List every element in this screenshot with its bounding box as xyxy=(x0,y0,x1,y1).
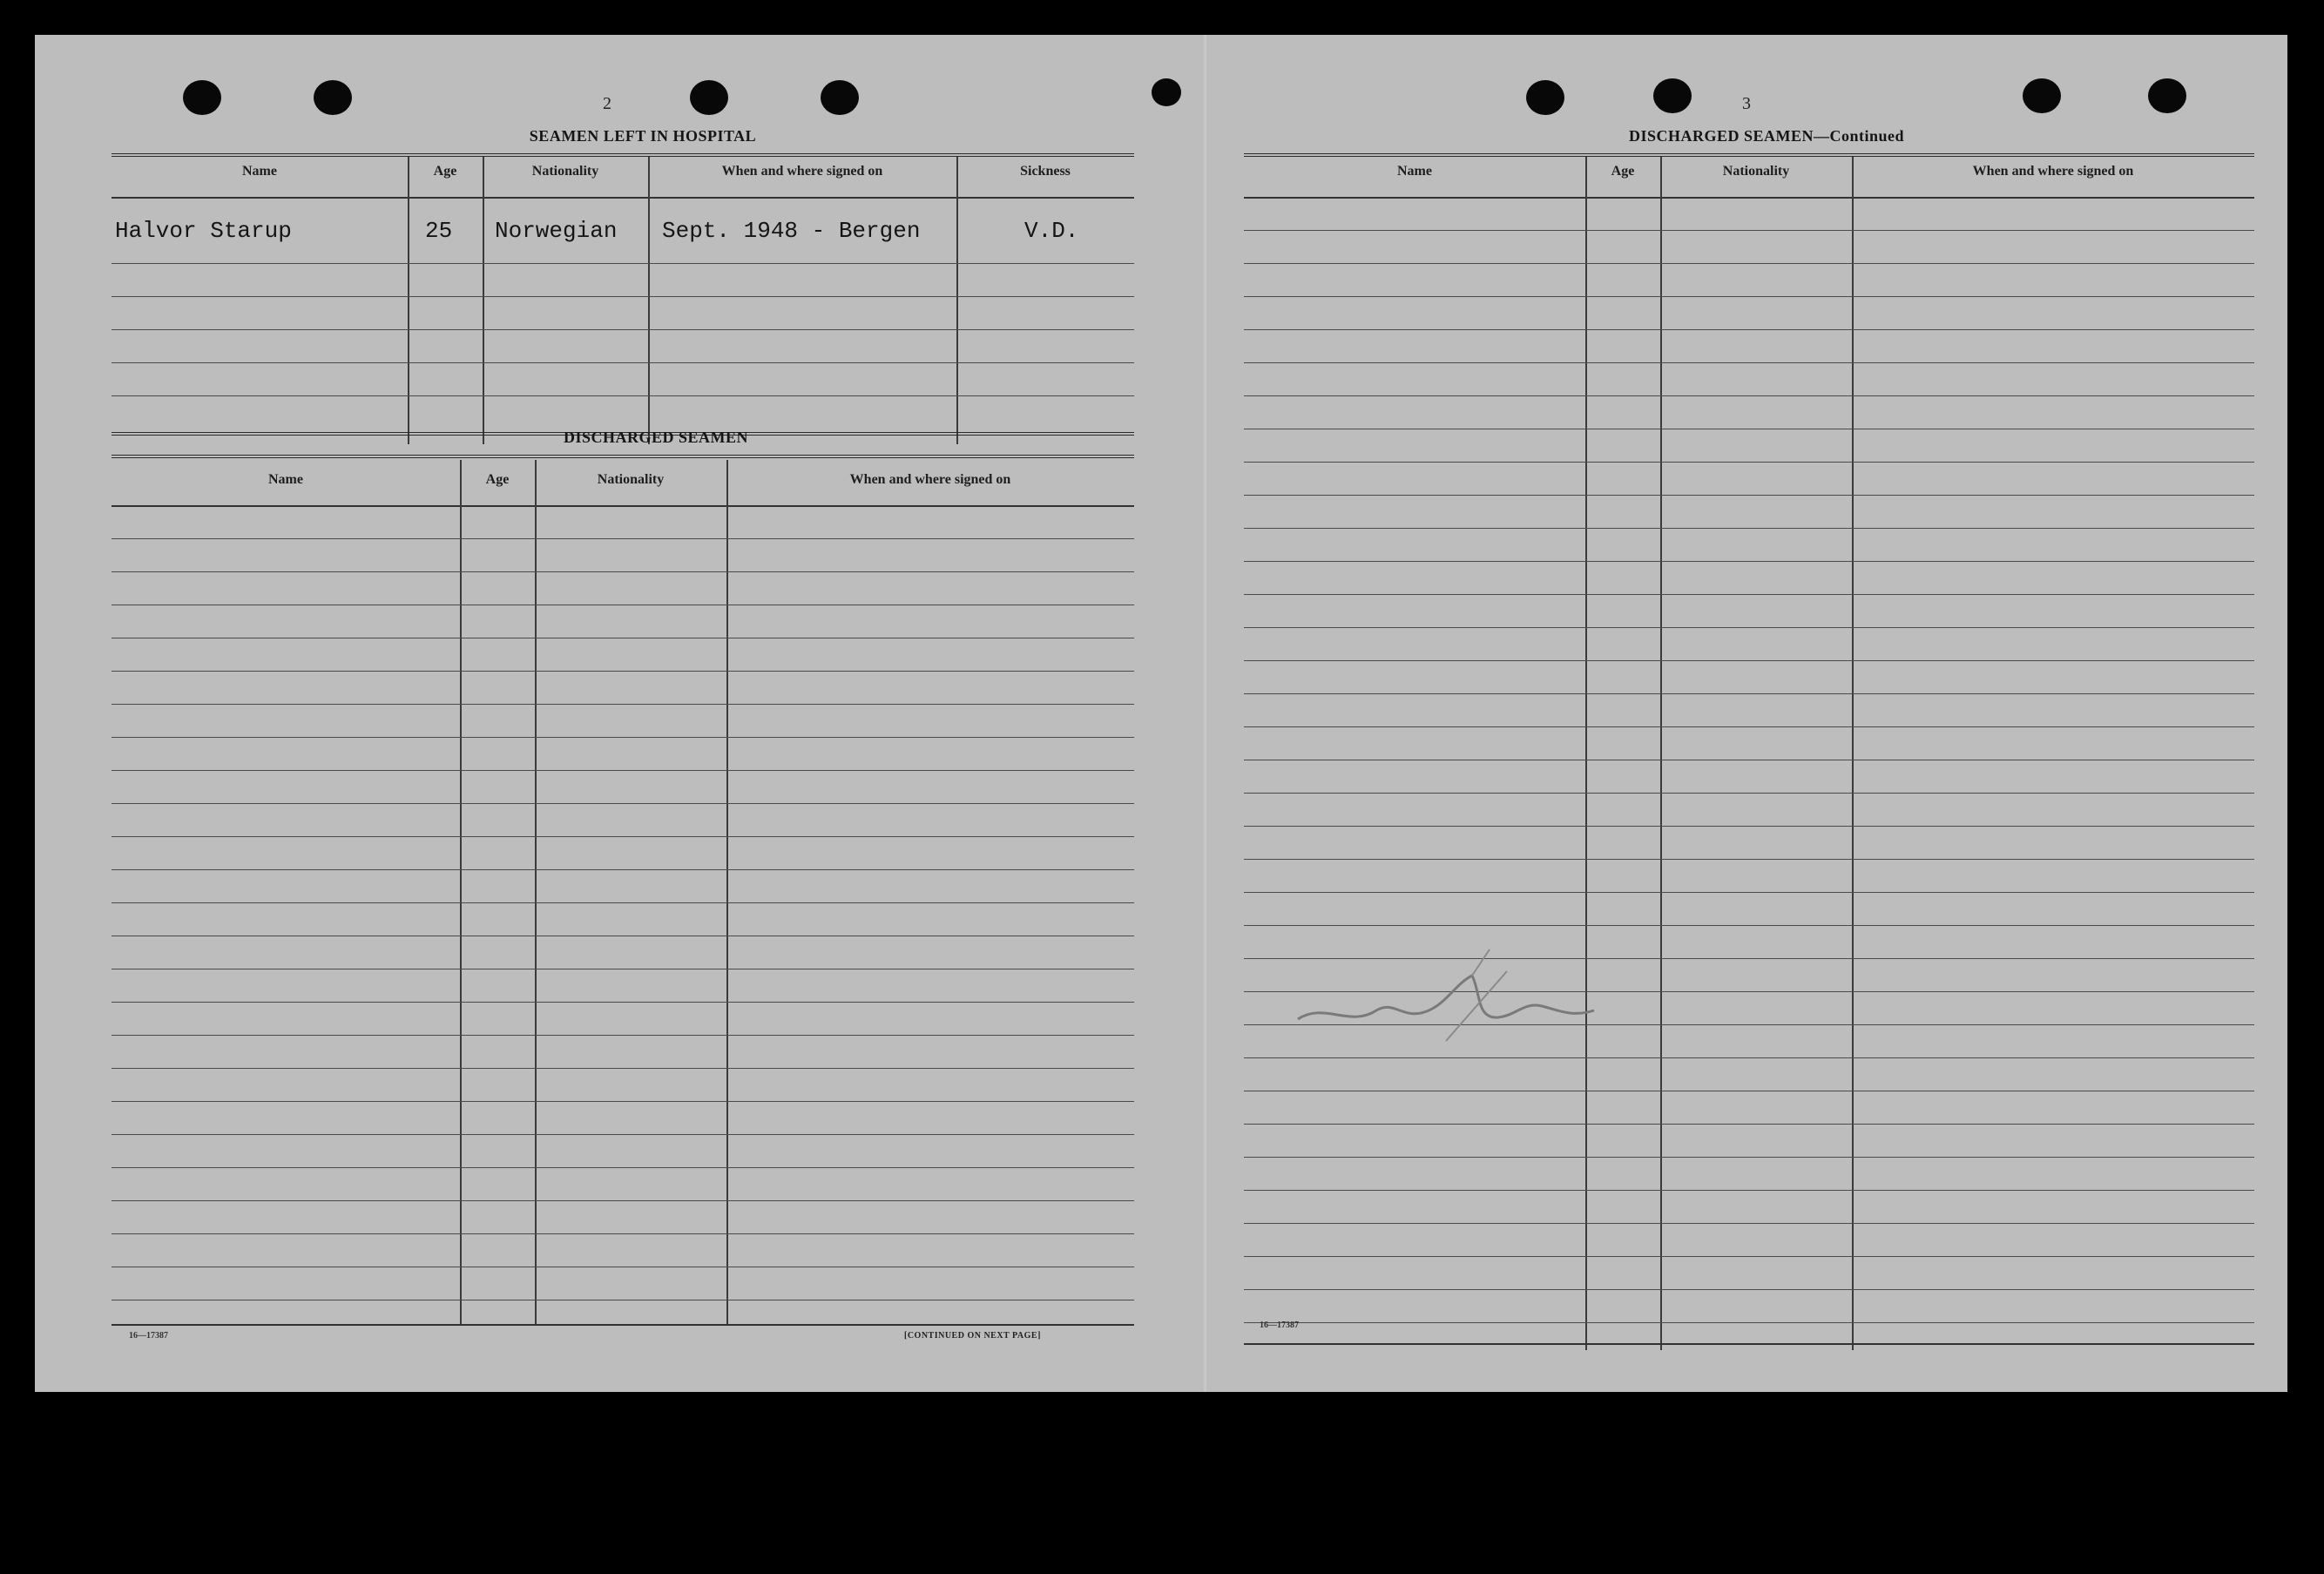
row-rule xyxy=(1244,1322,2254,1324)
row-rule xyxy=(1244,329,2254,331)
col-header-name: Name xyxy=(242,164,277,179)
row-rule xyxy=(111,395,1134,397)
row-rule xyxy=(1244,1223,2254,1225)
right-form-number: 16—17387 xyxy=(1260,1321,1299,1330)
row-rule xyxy=(111,902,1134,904)
row-rule xyxy=(1244,528,2254,530)
column-divider xyxy=(535,460,537,1326)
right-page-number: 3 xyxy=(1742,94,1751,113)
discharged-continued-table xyxy=(1244,153,2254,1347)
col-header-name: Name xyxy=(268,472,303,487)
col-header-signed-on: When and where signed on xyxy=(721,164,883,179)
cell-sickness: V.D. xyxy=(1024,218,1079,244)
col-header-sickness: Sickness xyxy=(1020,164,1071,179)
row-rule xyxy=(1244,395,2254,397)
header-top-rule xyxy=(111,153,1134,157)
row-rule xyxy=(1244,1124,2254,1125)
row-rule xyxy=(111,1035,1134,1037)
punch-hole xyxy=(183,80,221,115)
row-rule xyxy=(1244,1190,2254,1192)
column-divider xyxy=(648,157,650,444)
column-divider xyxy=(1585,157,1587,1350)
row-rule xyxy=(111,296,1134,298)
handwritten-signature xyxy=(1272,923,1638,1063)
row-rule xyxy=(111,1267,1134,1268)
row-rule xyxy=(111,1134,1134,1136)
column-divider xyxy=(483,157,484,444)
col-header-age: Age xyxy=(433,164,457,179)
row-rule xyxy=(1244,561,2254,563)
punch-hole xyxy=(2023,78,2061,113)
row-rule xyxy=(111,803,1134,805)
punch-hole xyxy=(314,80,352,115)
col-header-nationality: Nationality xyxy=(1722,164,1790,179)
punch-hole xyxy=(1152,78,1181,106)
col-header-name: Name xyxy=(1397,164,1432,179)
row-rule xyxy=(111,770,1134,772)
row-rule xyxy=(1244,826,2254,828)
discharged-continued-title xyxy=(1244,127,2289,145)
row-rule xyxy=(1244,693,2254,695)
punch-hole xyxy=(1526,80,1564,115)
row-rule xyxy=(1244,627,2254,629)
row-rule xyxy=(1244,362,2254,364)
row-rule xyxy=(111,571,1134,573)
row-rule xyxy=(1244,495,2254,497)
row-rule xyxy=(111,329,1134,331)
table-bottom-rule xyxy=(111,1324,1134,1326)
row-rule xyxy=(1244,859,2254,861)
row-rule xyxy=(1244,1157,2254,1159)
discharged-section-title: DISCHARGED SEAMEN xyxy=(563,429,749,446)
row-rule xyxy=(111,638,1134,639)
punch-hole xyxy=(821,80,859,115)
header-bottom-rule xyxy=(1244,197,2254,199)
row-rule xyxy=(1244,230,2254,232)
cell-age: 25 xyxy=(425,218,453,244)
column-divider xyxy=(956,157,958,444)
column-divider xyxy=(726,460,728,1326)
hospital-section-title: SEAMEN LEFT IN HOSPITAL xyxy=(529,127,757,145)
row-rule xyxy=(111,869,1134,871)
row-rule xyxy=(1244,793,2254,794)
column-divider xyxy=(460,460,462,1326)
row-rule xyxy=(1244,760,2254,761)
punch-hole xyxy=(2148,78,2186,113)
column-divider xyxy=(1660,157,1662,1350)
col-header-age: Age xyxy=(1611,164,1635,179)
punch-hole xyxy=(690,80,728,115)
header-top-rule xyxy=(1244,153,2254,157)
row-rule xyxy=(1244,1289,2254,1291)
left-page-number: 2 xyxy=(603,94,611,113)
row-rule xyxy=(111,1167,1134,1169)
hospital-table xyxy=(111,153,1134,444)
col-header-signed-on: When and where signed on xyxy=(1972,164,2134,179)
row-rule xyxy=(111,538,1134,540)
row-rule xyxy=(111,1200,1134,1202)
row-rule xyxy=(1244,263,2254,265)
col-header-nationality: Nationality xyxy=(531,164,599,179)
cell-nationality: Norwegian xyxy=(495,218,618,244)
page-fold xyxy=(1204,35,1206,1392)
row-rule xyxy=(111,1233,1134,1235)
row-rule xyxy=(111,737,1134,739)
cell-signed-on: Sept. 1948 - Bergen xyxy=(662,218,921,244)
row-rule xyxy=(111,704,1134,706)
row-rule xyxy=(1244,1256,2254,1258)
column-divider xyxy=(408,157,409,444)
discharged-continued-title-text: DISCHARGED SEAMEN—Continued xyxy=(1628,127,1905,145)
row-rule xyxy=(111,836,1134,838)
column-divider xyxy=(1852,157,1854,1350)
row-rule xyxy=(1244,660,2254,662)
row-rule xyxy=(111,1002,1134,1003)
header-bottom-rule xyxy=(111,505,1134,507)
row-rule xyxy=(111,671,1134,672)
row-rule xyxy=(1244,594,2254,596)
header-top-rule xyxy=(111,455,1134,458)
row-rule xyxy=(111,362,1134,364)
row-rule xyxy=(111,1068,1134,1070)
row-rule xyxy=(1244,296,2254,298)
left-form-number: 16—17387 xyxy=(129,1331,168,1341)
header-bottom-rule xyxy=(111,197,1134,199)
row-rule xyxy=(111,1101,1134,1103)
col-header-signed-on: When and where signed on xyxy=(849,472,1011,487)
row-rule xyxy=(111,936,1134,937)
punch-hole xyxy=(1653,78,1692,113)
cell-name: Halvor Starup xyxy=(115,218,292,244)
row-rule xyxy=(111,605,1134,606)
document-sheet xyxy=(35,35,2287,1392)
row-rule xyxy=(1244,429,2254,430)
continued-note: [CONTINUED ON NEXT PAGE] xyxy=(904,1331,1041,1341)
row-rule xyxy=(1244,1091,2254,1092)
row-rule xyxy=(111,969,1134,970)
row-rule xyxy=(111,263,1134,265)
col-header-nationality: Nationality xyxy=(597,472,665,487)
row-rule xyxy=(1244,726,2254,728)
discharged-table xyxy=(111,455,1134,1326)
row-rule xyxy=(1244,462,2254,463)
table-bottom-rule xyxy=(1244,1343,2254,1345)
row-rule xyxy=(1244,892,2254,894)
row-rule xyxy=(111,1300,1134,1301)
col-header-age: Age xyxy=(485,472,510,487)
